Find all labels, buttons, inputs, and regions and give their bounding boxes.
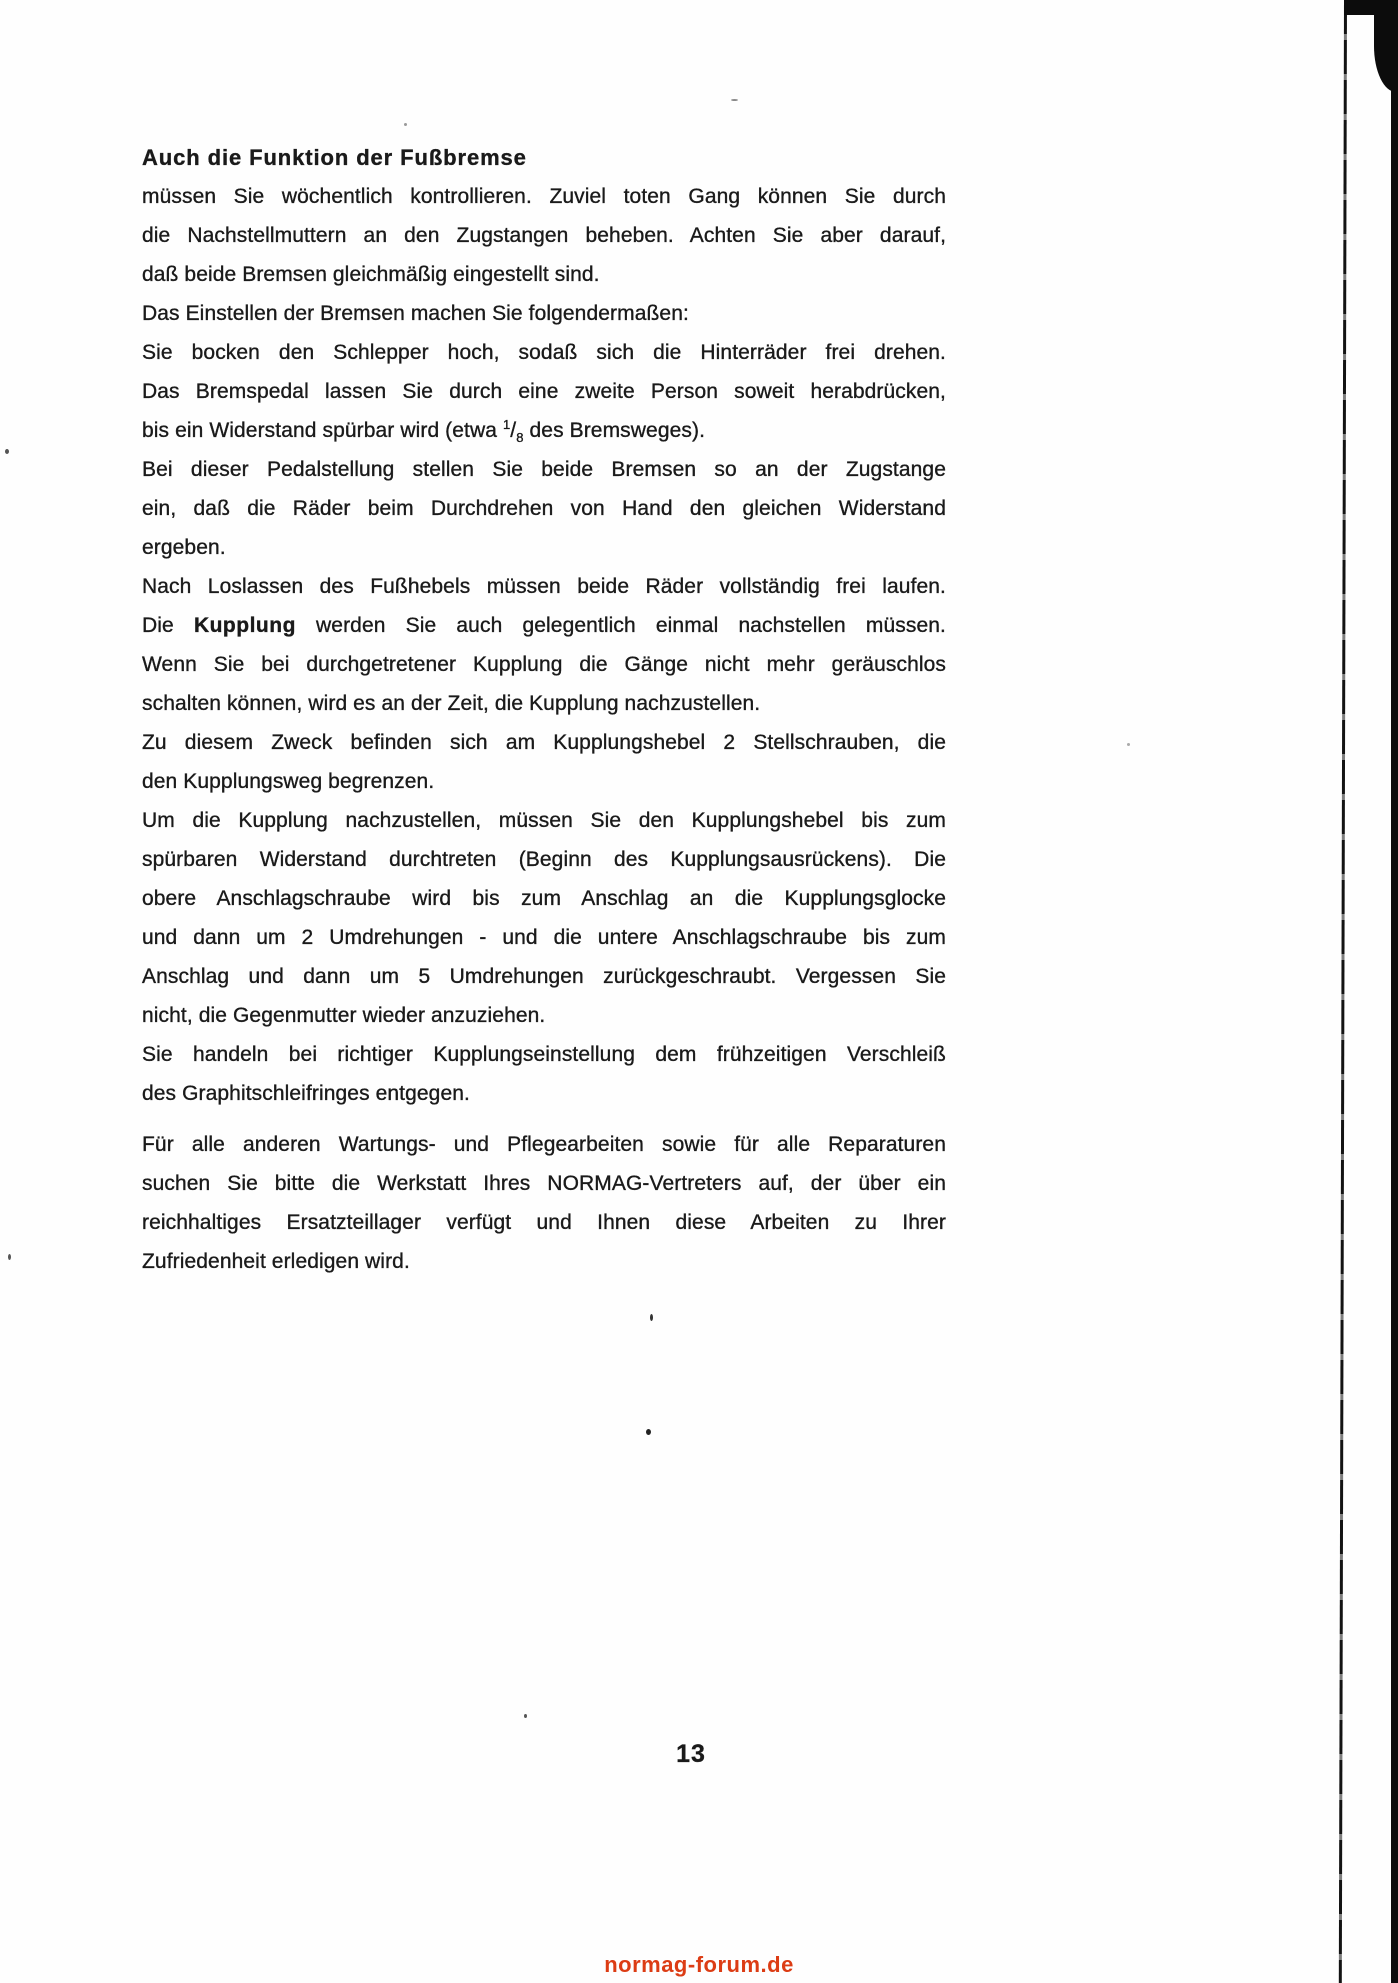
- page-number: 13: [676, 1740, 706, 1768]
- text-line: [142, 489, 946, 528]
- text-run: Wenn Sie bei durchgetretener Kupplung die Gänge nicht mehr geräuschlos: [142, 653, 946, 676]
- text-run: die Nachstellmuttern an den Zugstangen beheben. Achten Sie aber darauf,: [142, 224, 946, 247]
- bold-text-run: Kupplung: [193, 614, 296, 637]
- scan-speck: [650, 1314, 653, 1321]
- text-line: [142, 372, 946, 411]
- text-line: [142, 1164, 946, 1203]
- paragraph: [142, 1125, 946, 1281]
- text-run: den Kupplungsweg begrenzen.: [142, 770, 435, 793]
- text-line: [142, 567, 946, 606]
- text-line: [142, 918, 946, 957]
- paragraph: [142, 1035, 946, 1113]
- text-run: nicht, die Gegenmutter wieder anzuziehen.: [142, 1004, 546, 1027]
- text-run: Um die Kupplung nachzustellen, müssen Sie den Kupplungshebel bis zum: [142, 809, 946, 832]
- text-line: [142, 255, 946, 294]
- scan-speck: [5, 449, 9, 454]
- text-run: und dann um 2 Umdrehungen - und die untere Anschlagschraube bis zum: [142, 926, 946, 949]
- text-line: [142, 216, 946, 255]
- text-run: Für alle anderen Wartungs- und Pflegearbeiten sowie für alle Reparaturen: [142, 1133, 946, 1156]
- paragraph: [142, 723, 946, 801]
- text-run: Das Einstellen der Bremsen machen Sie folgendermaßen:: [142, 302, 689, 325]
- scan-speck: [646, 1429, 651, 1435]
- text-line: [142, 450, 946, 489]
- text-line: [142, 801, 946, 840]
- text-run: Sie handeln bei richtiger Kupplungseinstellung dem frühzeitigen Verschleiß: [142, 1043, 946, 1066]
- scan-speck: [404, 123, 407, 126]
- text-run: 8: [516, 430, 524, 446]
- text-line: [142, 840, 946, 879]
- text-line: [142, 177, 946, 216]
- paragraph: [142, 567, 946, 606]
- text-line: [142, 1242, 946, 1281]
- text-line: [142, 528, 946, 567]
- text-line: [142, 879, 946, 918]
- text-run: spürbaren Widerstand durchtreten (Beginn des Kupplungsausrückens). Die: [142, 848, 946, 871]
- watermark-text: normag-forum.de: [604, 1952, 794, 1977]
- text-line: [142, 1074, 946, 1113]
- text-line: [142, 1203, 946, 1242]
- text-line: [142, 294, 946, 333]
- paragraph: [142, 333, 946, 450]
- section-heading: Auch die Funktion der Fußbremse: [142, 145, 527, 170]
- scan-speck: [8, 1254, 11, 1260]
- text-line: [142, 645, 946, 684]
- scan-speck: [524, 1714, 527, 1718]
- text-line: [142, 684, 946, 723]
- paragraph: [142, 450, 946, 567]
- scan-speck: [1127, 743, 1130, 746]
- paragraph: [142, 606, 946, 723]
- text-run: ergeben.: [142, 536, 226, 559]
- text-run: Nach Loslassen des Fußhebels müssen beide Räder vollständig frei laufen.: [142, 575, 946, 598]
- paragraph: [142, 177, 946, 294]
- text-run: Das Bremspedal lassen Sie durch eine zweite Person soweit herabdrücken,: [142, 380, 946, 403]
- text-run: daß beide Bremsen gleichmäßig eingestellt sind.: [142, 263, 600, 286]
- text-run: des Bremsweges).: [523, 419, 706, 442]
- text-line: [142, 996, 946, 1035]
- text-run: Bei dieser Pedalstellung stellen Sie beide Bremsen so an der Zugstange: [142, 458, 946, 481]
- text-run: bis ein Widerstand spürbar wird (etwa: [142, 419, 503, 442]
- text-line: [142, 1125, 946, 1164]
- text-run: Die: [142, 614, 194, 637]
- scan-speck: [731, 99, 738, 101]
- text-run: 1: [502, 417, 511, 432]
- text-run: des Graphitschleifringes entgegen.: [142, 1082, 470, 1105]
- text-run: Zu diesem Zweck befinden sich am Kupplungshebel 2 Stellschrauben, die: [142, 731, 946, 754]
- text-run: werden Sie auch gelegentlich einmal nachstellen müssen.: [295, 614, 946, 637]
- paragraph: [142, 801, 946, 1035]
- scan-corner-artifact: [1374, 0, 1398, 92]
- paragraph: [142, 294, 946, 333]
- text-line: [142, 723, 946, 762]
- text-block: [142, 138, 946, 1281]
- text-run: /: [510, 419, 517, 442]
- text-run: suchen Sie bitte die Werkstatt Ihres NORMAG-Vertreters auf, der über ein: [142, 1172, 946, 1195]
- text-run: obere Anschlagschraube wird bis zum Anschlag an die Kupplungsglocke: [142, 887, 946, 910]
- text-line: [142, 333, 946, 372]
- text-run: Anschlag und dann um 5 Umdrehungen zurückgeschraubt. Vergessen Sie: [142, 965, 946, 988]
- text-run: schalten können, wird es an der Zeit, die Kupplung nachzustellen.: [142, 692, 761, 715]
- text-line: [142, 1035, 946, 1074]
- text-run: Sie bocken den Schlepper hoch, sodaß sich die Hinterräder frei drehen.: [142, 341, 946, 364]
- text-run: Zufriedenheit erledigen wird.: [142, 1250, 410, 1273]
- scan-right-edge-strip: [1391, 0, 1398, 1983]
- text-line: [142, 957, 946, 996]
- text-line: [142, 606, 946, 645]
- text-run: reichhaltiges Ersatzteillager verfügt und Ihnen diese Arbeiten zu Ihrer: [142, 1211, 946, 1234]
- scan-edge-line: [1339, 0, 1347, 1983]
- text-line: [142, 411, 946, 450]
- text-run: müssen Sie wöchentlich kontrollieren. Zuviel toten Gang können Sie durch: [142, 185, 946, 208]
- text-line: [142, 762, 946, 801]
- text-run: ein, daß die Räder beim Durchdrehen von Hand den gleichen Widerstand: [142, 497, 946, 520]
